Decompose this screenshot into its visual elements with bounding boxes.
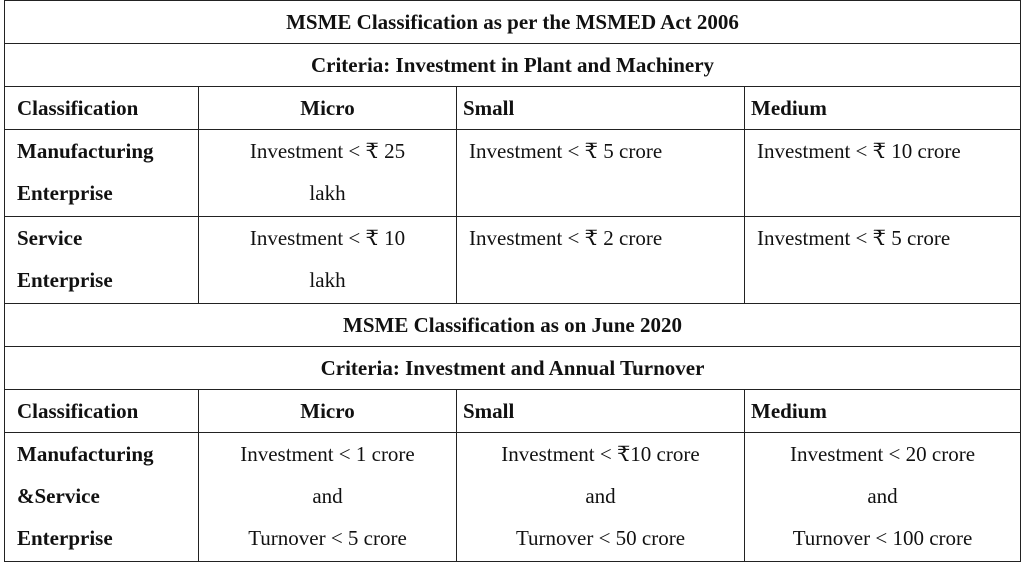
table-row <box>5 433 1021 562</box>
cell-line: Investment < ₹ 10 <box>249 226 406 250</box>
cell-line: lakh <box>309 268 346 292</box>
table1-title: MSME Classification as per the MSMED Act 2006 <box>5 1 1021 44</box>
row-label-manufacturing-enterprise <box>5 130 199 217</box>
table2-header-medium: Medium <box>745 390 1021 433</box>
row-label-line: Enterprise <box>17 181 113 205</box>
cell-line: Turnover < 50 crore <box>515 526 686 550</box>
cell-small <box>457 433 745 562</box>
cell-micro <box>199 217 457 304</box>
table1-criteria: Criteria: Investment in Plant and Machinery <box>5 44 1021 87</box>
row-label-line: Service <box>17 226 83 250</box>
table1-header-micro: Micro <box>199 87 457 130</box>
table2-title: MSME Classification as on June 2020 <box>5 304 1021 347</box>
cell-medium <box>745 130 1021 217</box>
table1-header-medium: Medium <box>745 87 1021 130</box>
table1-header-classification: Classification <box>5 87 199 130</box>
cell-line: lakh <box>309 181 346 205</box>
cell-micro <box>199 433 457 562</box>
cell-small <box>457 217 745 304</box>
cell-line: and <box>867 484 898 508</box>
row-label-manufacturing-service-enterprise <box>5 433 199 562</box>
msme-classification-table <box>4 0 1021 562</box>
cell-line: Investment < ₹10 crore <box>501 442 700 466</box>
row-label-line: Manufacturing <box>17 442 154 466</box>
cell-line: Investment < 1 crore <box>240 442 415 466</box>
row-label-line: &Service <box>17 484 100 508</box>
cell-line: and <box>585 484 616 508</box>
cell-line: Turnover < 100 crore <box>792 526 973 550</box>
cell-line: Investment < ₹ 5 crore <box>757 226 951 250</box>
cell-medium <box>745 217 1021 304</box>
table-row <box>5 130 1021 217</box>
cell-line: Investment < ₹ 5 crore <box>469 139 663 163</box>
cell-small <box>457 130 745 217</box>
cell-micro <box>199 130 457 217</box>
cell-line: Investment < 20 crore <box>789 442 976 466</box>
cell-line: Investment < ₹ 10 crore <box>757 139 961 163</box>
row-label-line: Manufacturing <box>17 139 154 163</box>
row-label-line: Enterprise <box>17 526 113 550</box>
row-label-line: Enterprise <box>17 268 113 292</box>
table-row <box>5 217 1021 304</box>
table2-header-micro: Micro <box>199 390 457 433</box>
cell-line: Investment < ₹ 2 crore <box>469 226 663 250</box>
cell-line: and <box>312 484 343 508</box>
table2-header-classification: Classification <box>5 390 199 433</box>
table2-header-small: Small <box>457 390 745 433</box>
table2-criteria: Criteria: Investment and Annual Turnover <box>5 347 1021 390</box>
table1-header-small: Small <box>457 87 745 130</box>
cell-line: Investment < ₹ 25 <box>249 139 406 163</box>
cell-medium <box>745 433 1021 562</box>
row-label-service-enterprise <box>5 217 199 304</box>
cell-line: Turnover < 5 crore <box>248 526 407 550</box>
msme-classification-document <box>4 0 1020 562</box>
